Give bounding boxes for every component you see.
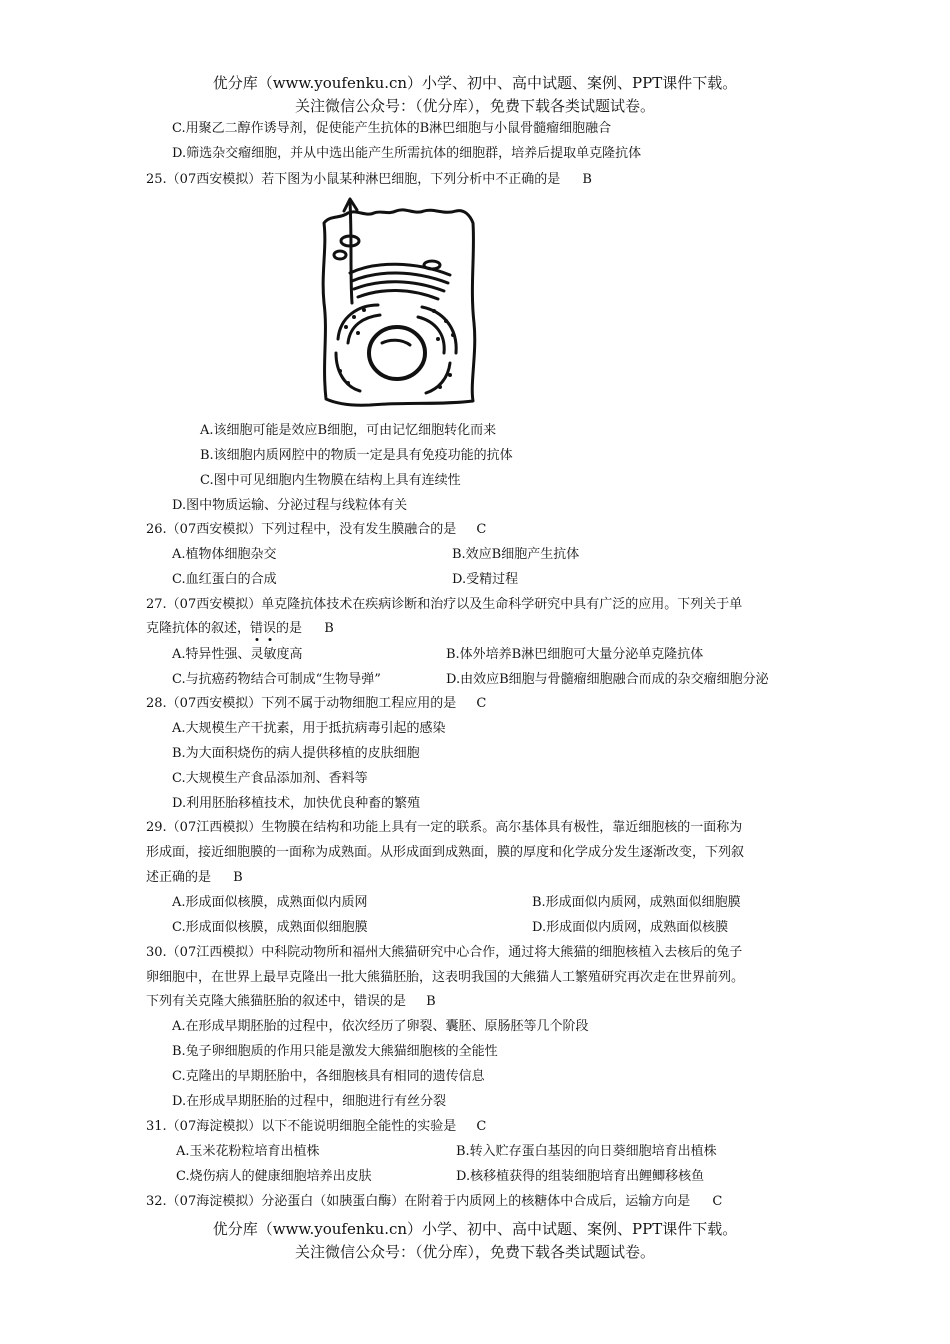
q30-option-a: A.在形成早期胚胎的过程中，依次经历了卵裂、囊胚、原肠胚等几个阶段 <box>172 1019 589 1034</box>
q29-stem-line-3 <box>146 868 243 888</box>
q29-stem-line-2: 形成面，接近细胞膜的一面称为成熟面。从形成面到成熟面，膜的厚度和化学成分发生逐渐改变，下列叙 <box>146 845 745 860</box>
q27-option-b: B.体外培养B淋巴细胞可大量分泌单克隆抗体 <box>446 647 704 662</box>
q30-option-c: C.克隆出的早期胚胎中，各细胞核具有相同的遗传信息 <box>172 1069 485 1084</box>
q25-option-b: B.该细胞内质网腔中的物质一定是具有免疫功能的抗体 <box>200 448 513 463</box>
q30-option-d: D.在形成早期胚胎的过程中，细胞进行有丝分裂 <box>172 1094 447 1109</box>
q27-option-d: D.由效应B细胞与骨髓瘤细胞融合而成的杂交瘤细胞分泌 <box>446 672 769 687</box>
q28-stem <box>146 694 486 714</box>
q30-stem-line-1: 30.（07江西模拟）中科院动物所和福州大熊猫研究中心合作，通过将大熊猫的细胞核植入去核后的兔子 <box>146 945 743 960</box>
q25-stem-text: 25.（07西安模拟）若下图为小鼠某种淋巴细胞，下列分析中不正确的是 <box>146 172 561 187</box>
q28-option-b: B.为大面积烧伤的病人提供移植的皮肤细胞 <box>172 746 420 761</box>
q29-option-c: C.形成面似核膜，成熟面似细胞膜 <box>172 920 368 935</box>
q28-option-a: A.大规模生产干扰素，用于抵抗病毒引起的感染 <box>172 721 446 736</box>
q27-emphasis-char-2: 误 <box>263 621 277 636</box>
q26-option-b: B.效应B细胞产生抗体 <box>452 547 580 562</box>
q28-option-d: D.利用胚胎移植技术，加快优良种畜的繁殖 <box>172 796 421 811</box>
q26-answer: C <box>476 522 487 537</box>
q24-option-c: C.用聚乙二醇作诱导剂，促使能产生抗体的B淋巴细胞与小鼠骨髓瘤细胞融合 <box>172 121 612 136</box>
q31-option-b: B.转入贮存蛋白基因的向日葵细胞培育出植株 <box>456 1144 717 1159</box>
q30-stem-text: 下列有关克隆大熊猫胚胎的叙述中，错误的是 <box>146 994 407 1009</box>
q26-stem-text: 26.（07西安模拟）下列过程中，没有发生膜融合的是 <box>146 522 457 537</box>
q25-option-d: D.图中物质运输、分泌过程与线粒体有关 <box>172 498 408 513</box>
q32-stem-text: 32.（07海淀模拟）分泌蛋白（如胰蛋白酶）在附着于内质网上的核糖体中合成后，运输方向是 <box>146 1194 691 1209</box>
q27-emphasis-char-1: 错 <box>250 621 264 636</box>
page-footer <box>0 1218 950 1264</box>
q25-option-a: A.该细胞可能是效应B细胞，可由记忆细胞转化而来 <box>200 423 497 438</box>
q31-option-c: C.烧伤病人的健康细胞培养出皮肤 <box>176 1169 372 1184</box>
q26-stem <box>146 520 486 540</box>
q28-answer: C <box>476 696 487 711</box>
footer-line-1: 优分库（www.youfenku.cn）小学、初中、高中试题、案例、PPT课件下载。 <box>212 1220 738 1238</box>
q31-answer: C <box>476 1119 487 1134</box>
q27-answer: B <box>324 621 334 636</box>
q27-stem-suffix: 的是 <box>276 621 303 636</box>
q30-option-b: B.兔子卵细胞质的作用只能是激发大熊猫细胞核的全能性 <box>172 1044 498 1059</box>
lymphocyte-cell-diagram <box>310 193 490 413</box>
q27-stem-line-1: 27.（07西安模拟）单克隆抗体技术在疾病诊断和治疗以及生命科学研究中具有广泛的应用。下列关于单 <box>146 597 743 612</box>
q24-option-d: D.筛选杂交瘤细胞，并从中选出能产生所需抗体的细胞群，培养后提取单克隆抗体 <box>172 146 642 161</box>
q27-option-a: A.特异性强、灵敏度高 <box>172 647 303 662</box>
q32-stem <box>146 1192 722 1212</box>
q27-option-c: C.与抗癌药物结合可制成“生物导弹” <box>172 672 381 687</box>
q27-stem-prefix: 克隆抗体的叙述， <box>146 621 251 636</box>
q31-stem <box>146 1117 486 1137</box>
header-line-2: 关注微信公众号：（优分库），免费下载各类试题试卷。 <box>294 97 655 115</box>
page-header <box>0 72 950 118</box>
q25-answer: B <box>582 172 592 187</box>
q30-stem-line-3 <box>146 992 436 1012</box>
q25-option-c: C.图中可见细胞内生物膜在结构上具有连续性 <box>200 473 461 488</box>
q30-answer: B <box>426 994 436 1009</box>
q26-option-d: D.受精过程 <box>452 572 519 587</box>
q28-option-c: C.大规模生产食品添加剂、香料等 <box>172 771 368 786</box>
q29-option-b: B.形成面似内质网，成熟面似细胞膜 <box>532 895 741 910</box>
q25-stem <box>146 170 592 190</box>
q32-answer: C <box>712 1194 723 1209</box>
q29-stem-text: 述正确的是 <box>146 870 212 885</box>
header-line-1: 优分库（www.youfenku.cn）小学、初中、高中试题、案例、PPT课件下载。 <box>212 74 738 92</box>
q28-stem-text: 28.（07西安模拟）下列不属于动物细胞工程应用的是 <box>146 696 457 711</box>
q29-stem-line-1: 29.（07江西模拟）生物膜在结构和功能上具有一定的联系。高尔基体具有极性，靠近细胞核的一面称为 <box>146 820 743 835</box>
q30-stem-line-2: 卵细胞中，在世界上最早克隆出一批大熊猫胚胎，这表明我国的大熊猫人工繁殖研究再次走在世界前列。 <box>146 970 745 985</box>
footer-line-2: 关注微信公众号：（优分库），免费下载各类试题试卷。 <box>294 1243 655 1261</box>
q26-option-c: C.血红蛋白的合成 <box>172 572 277 587</box>
q31-stem-text: 31.（07海淀模拟）以下不能说明细胞全能性的实验是 <box>146 1119 457 1134</box>
q29-option-a: A.形成面似核膜，成熟面似内质网 <box>172 895 368 910</box>
q31-option-a: A.玉米花粉粒培育出植株 <box>176 1144 320 1159</box>
q26-option-a: A.植物体细胞杂交 <box>172 547 277 562</box>
q27-stem-line-2 <box>146 619 334 639</box>
q29-option-d: D.形成面似内质网，成熟面似核膜 <box>532 920 729 935</box>
q29-answer: B <box>233 870 243 885</box>
q31-option-d: D.核移植获得的组装细胞培育出鲤鲫移核鱼 <box>456 1169 705 1184</box>
